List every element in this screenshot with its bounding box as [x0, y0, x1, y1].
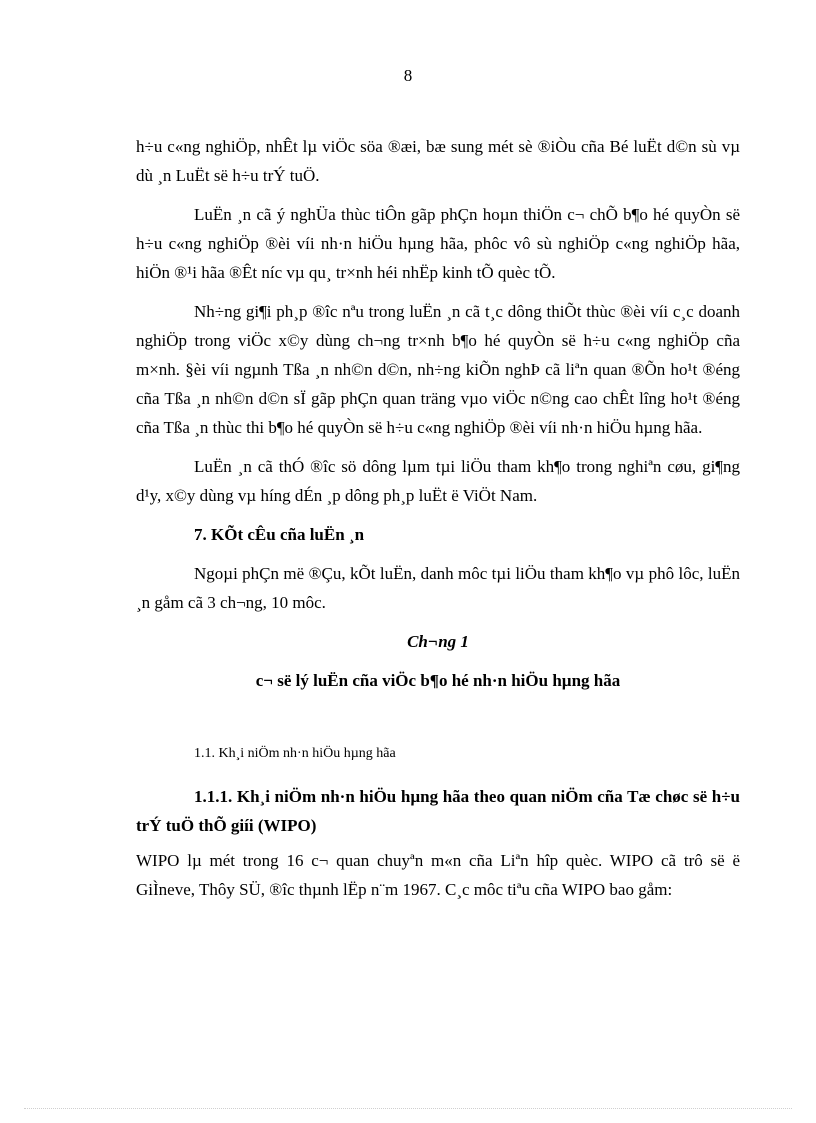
section-1-1-heading: 1.1. Kh¸i niÖm nh·n hiÖu hµng hãa [194, 746, 396, 761]
document-body [136, 132, 740, 914]
paragraph-reference-use: LuËn ¸n cã thÓ ®îc sö dông lµm tµi liÖu tham kh¶o trong nghiªn cøu, gi¶ng d¹y, x©y dùng vµ híng dÉn ¸p dông ph¸p luËt ë ViÖt Nam. [136, 457, 740, 505]
section-1-1-1-heading: 1.1.1. Kh¸i niÖm nh·n hiÖu hµng hãa theo quan niÖm cña Tæ chøc së h÷u trÝ tuÖ thÕ giíi (WIPO) [136, 787, 740, 835]
wipo-paragraph: WIPO lµ mét trong 16 c¬ quan chuyªn m«n cña Liªn hîp quèc. WIPO cã trô së ë GiÌneve, Thôy SÜ, ®îc thµnh lËp n¨m 1967. C¸c môc tiªu cña WIPO bao gåm: [136, 851, 740, 899]
paragraph-continuation: h÷u c«ng nghiÖp, nhÊt lµ viÖc söa ®æi, bæ sung mét sè ®iÒu cña Bé luËt d©n sù vµ dù ¸n LuËt së h÷u trÝ tuÖ. [136, 137, 740, 185]
section-7-heading: 7. KÕt cÊu cña luËn ¸n [194, 525, 365, 544]
section-7-body: Ngoµi phÇn më ®Çu, kÕt luËn, danh môc tµi liÖu tham kh¶o vµ phô lôc, luËn ¸n gåm cã 3 ch¬ng, 10 môc. [136, 564, 740, 612]
chapter-label: Ch¬ng 1 [407, 632, 469, 651]
paragraph-practical-significance: LuËn ¸n cã ý nghÜa thùc tiÔn gãp phÇn hoµn thiÖn c¬ chÕ b¶o hé quyÒn së h÷u c«ng nghiÖp ®èi víi nh·n hiÖu hµng hãa, phôc vô sù nghiÖp c«ng nghiÖp hãa, hiÖn ®¹i hãa ®Êt níc vµ qu¸ tr×nh héi nhËp kinh tÕ quèc tÕ. [136, 205, 740, 282]
page-bottom-border [24, 1108, 792, 1109]
chapter-title: c¬ së lý luËn cña viÖc b¶o hé nh·n hiÖu hµng hãa [255, 671, 621, 690]
paragraph-solutions: Nh÷ng gi¶i ph¸p ®îc nªu trong luËn ¸n cã t¸c dông thiÕt thùc ®èi víi c¸c doanh nghiÖp trong viÖc x©y dùng ch¬ng tr×nh b¶o hé quyÒn së h÷u c«ng nghiÖp cña m×nh. §èi víi ngµnh Tßa ¸n nh©n d©n, nh÷ng kiÕn nghÞ cã liªn quan ®Õn ho¹t ®éng cña Tßa ¸n nh©n d©n sÏ gãp phÇn quan träng vµo viÖc n©ng cao chÊt lîng ho¹t ®éng cña Tßa ¸n thùc thi b¶o hé quyÒn së h÷u c«ng nghiÖp ®èi víi nh·n hiÖu hµng hãa. [136, 302, 740, 437]
page-number: 8 [403, 66, 413, 85]
